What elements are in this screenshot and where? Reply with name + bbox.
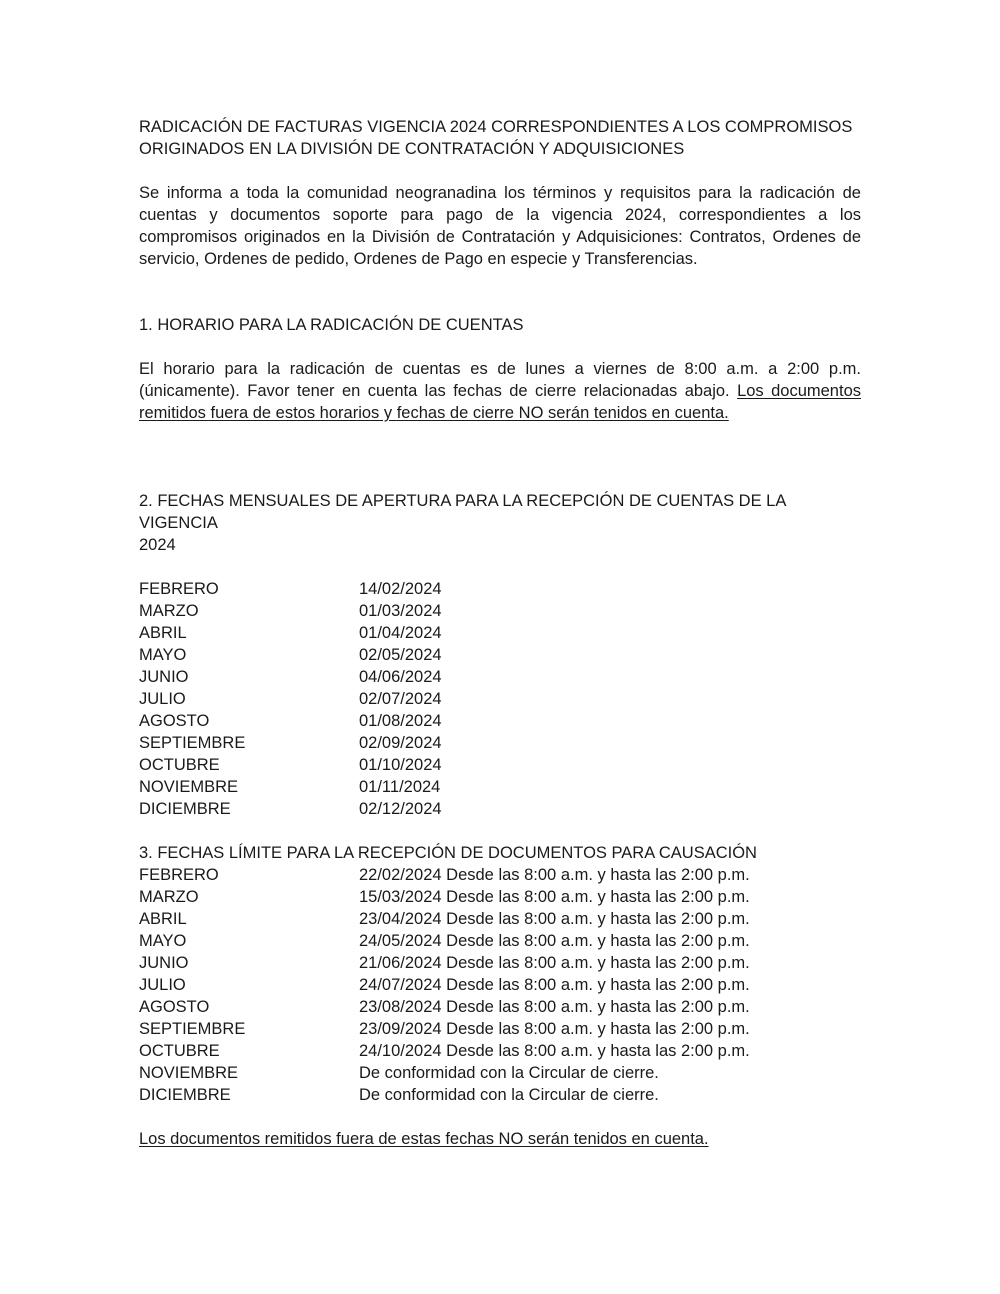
month-label: JULIO <box>139 976 186 994</box>
opening-date-row <box>139 578 861 600</box>
month-label: SEPTIEMBRE <box>139 734 246 752</box>
deadline-value: 15/03/2024 Desde las 8:00 a.m. y hasta las 2:00 p.m. <box>359 888 750 906</box>
month-label: FEBRERO <box>139 866 219 884</box>
month-label: OCTUBRE <box>139 756 220 774</box>
deadline-row <box>139 1040 861 1062</box>
opening-date-row <box>139 754 861 776</box>
opening-date-row <box>139 732 861 754</box>
intro-paragraph: Se informa a toda la comunidad neogranadina los términos y requisitos para la radicación de cuentas y documentos soporte para pago de la vigencia 2024, correspondientes a los compromisos originados en la División de Contratación y Adquisiciones: Contratos, Ordenes de servicio, Ordenes de pedido, Ordenes de Pago en especie y Transferencias. <box>139 184 861 268</box>
deadline-row <box>139 908 861 930</box>
deadline-value: 24/07/2024 Desde las 8:00 a.m. y hasta las 2:00 p.m. <box>359 976 750 994</box>
section-1-text: El horario para la radicación de cuentas es de lunes a viernes de 8:00 a.m. a 2:00 p.m. (únicamente). Favor tener en cuenta las fechas de cierre relacionadas abajo. <box>139 360 861 400</box>
month-label: ABRIL <box>139 624 187 642</box>
deadline-value: 24/05/2024 Desde las 8:00 a.m. y hasta las 2:00 p.m. <box>359 932 750 950</box>
section-2-heading-line-2: 2024 <box>139 536 176 554</box>
month-label: MAYO <box>139 932 187 950</box>
opening-date: 02/07/2024 <box>359 690 442 708</box>
month-label: OCTUBRE <box>139 1042 220 1060</box>
opening-date-row <box>139 666 861 688</box>
deadline-value: De conformidad con la Circular de cierre. <box>359 1064 659 1082</box>
document-title <box>139 116 861 160</box>
deadline-row <box>139 930 861 952</box>
month-label: DICIEMBRE <box>139 1086 231 1104</box>
month-label: NOVIEMBRE <box>139 1064 239 1082</box>
month-label: JUNIO <box>139 954 189 972</box>
opening-date: 14/02/2024 <box>359 580 442 598</box>
opening-date-row <box>139 688 861 710</box>
section-2-heading-line-1: 2. FECHAS MENSUALES DE APERTURA PARA LA RECEPCIÓN DE CUENTAS DE LA VIGENCIA <box>139 492 786 532</box>
deadline-value: De conformidad con la Circular de cierre. <box>359 1086 659 1104</box>
month-label: NOVIEMBRE <box>139 778 239 796</box>
section-3-footer-warning: Los documentos remitidos fuera de estas fechas NO serán tenidos en cuenta. <box>139 1130 709 1148</box>
deadline-row <box>139 1084 861 1106</box>
month-label: AGOSTO <box>139 712 210 730</box>
opening-date-row <box>139 600 861 622</box>
deadline-row <box>139 974 861 996</box>
deadline-row <box>139 996 861 1018</box>
deadline-value: 24/10/2024 Desde las 8:00 a.m. y hasta las 2:00 p.m. <box>359 1042 750 1060</box>
month-label: JUNIO <box>139 668 189 686</box>
month-label: MARZO <box>139 602 199 620</box>
deadline-value: 21/06/2024 Desde las 8:00 a.m. y hasta las 2:00 p.m. <box>359 954 750 972</box>
month-label: MAYO <box>139 646 187 664</box>
opening-date-row <box>139 776 861 798</box>
opening-date: 02/09/2024 <box>359 734 442 752</box>
deadline-row <box>139 886 861 908</box>
opening-date: 01/03/2024 <box>359 602 442 620</box>
section-1-heading: 1. HORARIO PARA LA RADICACIÓN DE CUENTAS <box>139 316 524 334</box>
opening-dates-list <box>139 578 861 820</box>
month-label: SEPTIEMBRE <box>139 1020 246 1038</box>
deadline-value: 22/02/2024 Desde las 8:00 a.m. y hasta las 2:00 p.m. <box>359 866 750 884</box>
opening-date: 02/12/2024 <box>359 800 442 818</box>
deadline-dates-list <box>139 864 861 1106</box>
opening-date-row <box>139 622 861 644</box>
deadline-value: 23/08/2024 Desde las 8:00 a.m. y hasta las 2:00 p.m. <box>359 998 750 1016</box>
opening-date: 01/04/2024 <box>359 624 442 642</box>
opening-date: 04/06/2024 <box>359 668 442 686</box>
title-line-1: RADICACIÓN DE FACTURAS VIGENCIA 2024 CORRESPONDIENTES A LOS COMPROMISOS <box>139 118 853 136</box>
section-1-paragraph <box>139 358 861 424</box>
deadline-value: 23/04/2024 Desde las 8:00 a.m. y hasta las 2:00 p.m. <box>359 910 750 928</box>
deadline-row <box>139 1018 861 1040</box>
deadline-row <box>139 952 861 974</box>
deadline-value: 23/09/2024 Desde las 8:00 a.m. y hasta las 2:00 p.m. <box>359 1020 750 1038</box>
opening-date: 01/08/2024 <box>359 712 442 730</box>
month-label: AGOSTO <box>139 998 210 1016</box>
month-label: MARZO <box>139 888 199 906</box>
opening-date: 02/05/2024 <box>359 646 442 664</box>
opening-date-row <box>139 644 861 666</box>
month-label: DICIEMBRE <box>139 800 231 818</box>
month-label: ABRIL <box>139 910 187 928</box>
opening-date-row <box>139 710 861 732</box>
opening-date: 01/10/2024 <box>359 756 442 774</box>
section-2-heading <box>139 490 861 556</box>
document-content <box>139 116 861 1150</box>
opening-date: 01/11/2024 <box>359 778 441 796</box>
deadline-row <box>139 864 861 886</box>
section-1-warning: Los documentos remitidos fuera de estos horarios y fechas de cierre NO serán tenidos en cuenta. <box>139 382 861 422</box>
section-3-heading: 3. FECHAS LÍMITE PARA LA RECEPCIÓN DE DOCUMENTOS PARA CAUSACIÓN <box>139 844 757 862</box>
month-label: JULIO <box>139 690 186 708</box>
month-label: FEBRERO <box>139 580 219 598</box>
title-line-2: ORIGINADOS EN LA DIVISIÓN DE CONTRATACIÓN Y ADQUISICIONES <box>139 140 685 158</box>
deadline-row <box>139 1062 861 1084</box>
opening-date-row <box>139 798 861 820</box>
